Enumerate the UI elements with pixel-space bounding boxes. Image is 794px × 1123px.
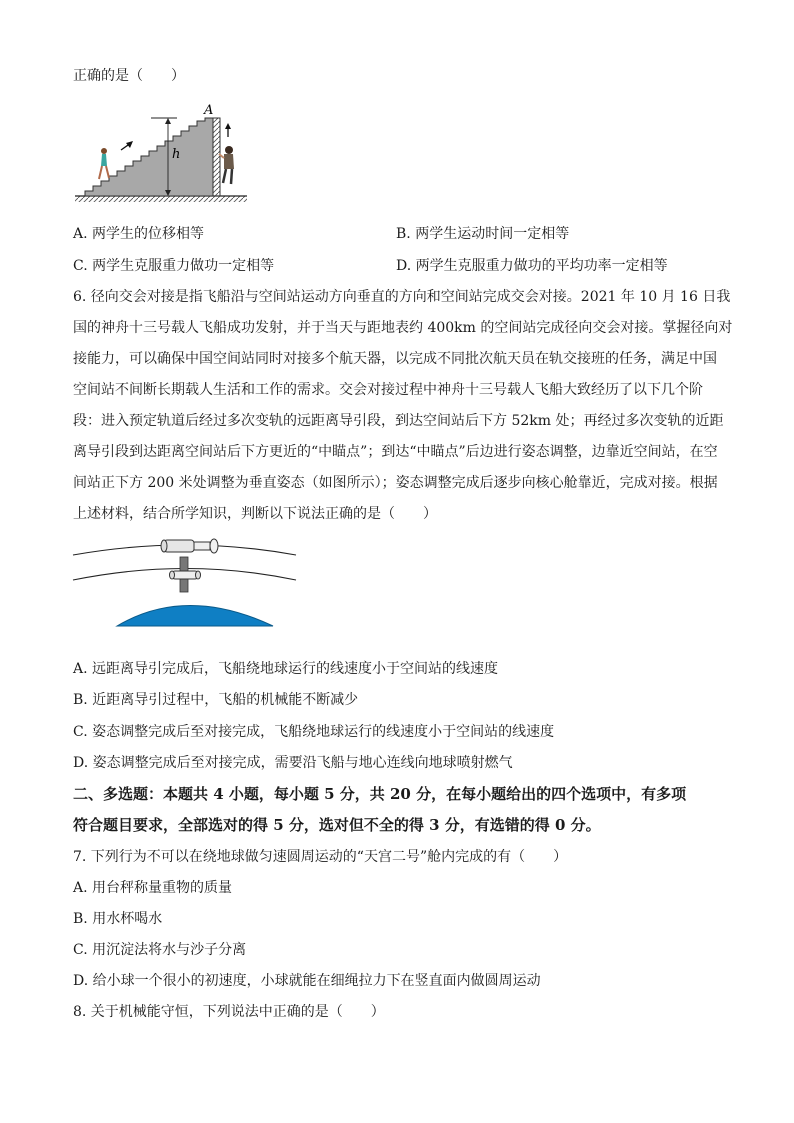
q7-option-a: A. 用台秤称量重物的质量 [73,880,233,896]
q8-stem: 8. 关于机械能守恒，下列说法中正确的是（ ） [73,1004,385,1020]
q5-option-a: A. 两学生的位移相等 [73,226,205,242]
student-climbing-icon [219,146,234,184]
q6-stem-line-8: 上述材料，结合所学知识，判断以下说法正确的是（ ） [73,506,437,522]
q6-option-a: A. 远距离导引完成后，飞船绕地球运行的线速度小于空间站的线速度 [73,661,499,677]
q6-stem-line-4: 空间站不间断长期载人生活和工作的需求。交会对接过程中神舟十三号载人飞船大致经历了以下几个阶 [73,382,703,398]
student-walking-icon [99,148,109,179]
q5-option-d: D. 两学生克服重力做功的平均功率一定相等 [396,258,668,274]
q6-stem-line-7: 间站正下方 200 米处调整为垂直姿态（如图所示）；姿态调整完成后逐步向核心舱靠近，完成对接。根据 [73,475,718,491]
q6-option-c: C. 姿态调整完成后至对接完成，飞船绕地球运行的线速度小于空间站的线速度 [73,724,555,740]
q6-stem-line-2: 国的神舟十三号载人飞船成功发射，并于当天与距地表约 400km 的空间站完成径向交会对接。掌握径向对 [73,320,733,336]
climb-direction-arrow-head [225,123,231,129]
q7-option-c: C. 用沉淀法将水与沙子分离 [73,942,247,958]
staircase-figure [73,103,253,208]
q5-stem-tail: 正确的是（ ） [73,68,185,84]
q6-stem-line-5: 段：进入预定轨道后经过多次变轨的远距离导引段，到达空间站后下方 52km 处；再经过多次变轨的近距 [73,413,724,429]
q5-option-b: B. 两学生运动时间一定相等 [396,226,570,242]
label-A: A [204,103,214,118]
q6-stem-line-6: 离导引段到达距离空间站后下方更近的“中瞄点”；到达“中瞄点”后边进行姿态调整，边靠近空间站，在空 [73,444,718,460]
walk-direction-arrow-head [126,141,133,148]
label-h: h [172,147,181,162]
q7-option-b: B. 用水杯喝水 [73,911,163,927]
ground-hatch [75,196,247,202]
ladder-wall [213,118,220,196]
section-2-heading-line-2: 符合题目要求，全部选对的得 5 分，选对但不全的得 3 分，有选错的得 0 分。 [73,816,601,834]
q5-option-c: C. 两学生克服重力做功一定相等 [73,258,275,274]
q7-option-d: D. 给小球一个很小的初速度，小球就能在细绳拉力下在竖直面内做圆周运动 [73,973,541,989]
docking-figure [70,535,302,629]
q6-stem-line-1: 6. 径向交会对接是指飞船沿与空间站运动方向垂直的方向和空间站完成交会对接。2021 年 10 月 16 日我 [73,289,731,305]
q6-stem-line-3: 接能力，可以确保中国空间站同时对接多个航天器，以完成不同批次航天员在轨交接班的任务，满足中国 [73,351,717,367]
q6-option-b: B. 近距离导引过程中，飞船的机械能不断减少 [73,692,359,708]
q7-stem: 7. 下列行为不可以在绕地球做匀速圆周运动的“天宫二号”舱内完成的有（ ） [73,849,568,865]
q6-option-d: D. 姿态调整完成后至对接完成，需要沿飞船与地心连线向地球喷射燃气 [73,755,513,771]
section-2-heading-line-1: 二、多选题：本题共 4 小题，每小题 5 分，共 20 分，在每小题给出的四个选项中，有多项 [73,785,687,803]
space-station-icon [161,539,218,553]
earth [117,606,273,627]
spacecraft-icon [170,557,201,592]
height-arrow-head-up [165,118,171,124]
